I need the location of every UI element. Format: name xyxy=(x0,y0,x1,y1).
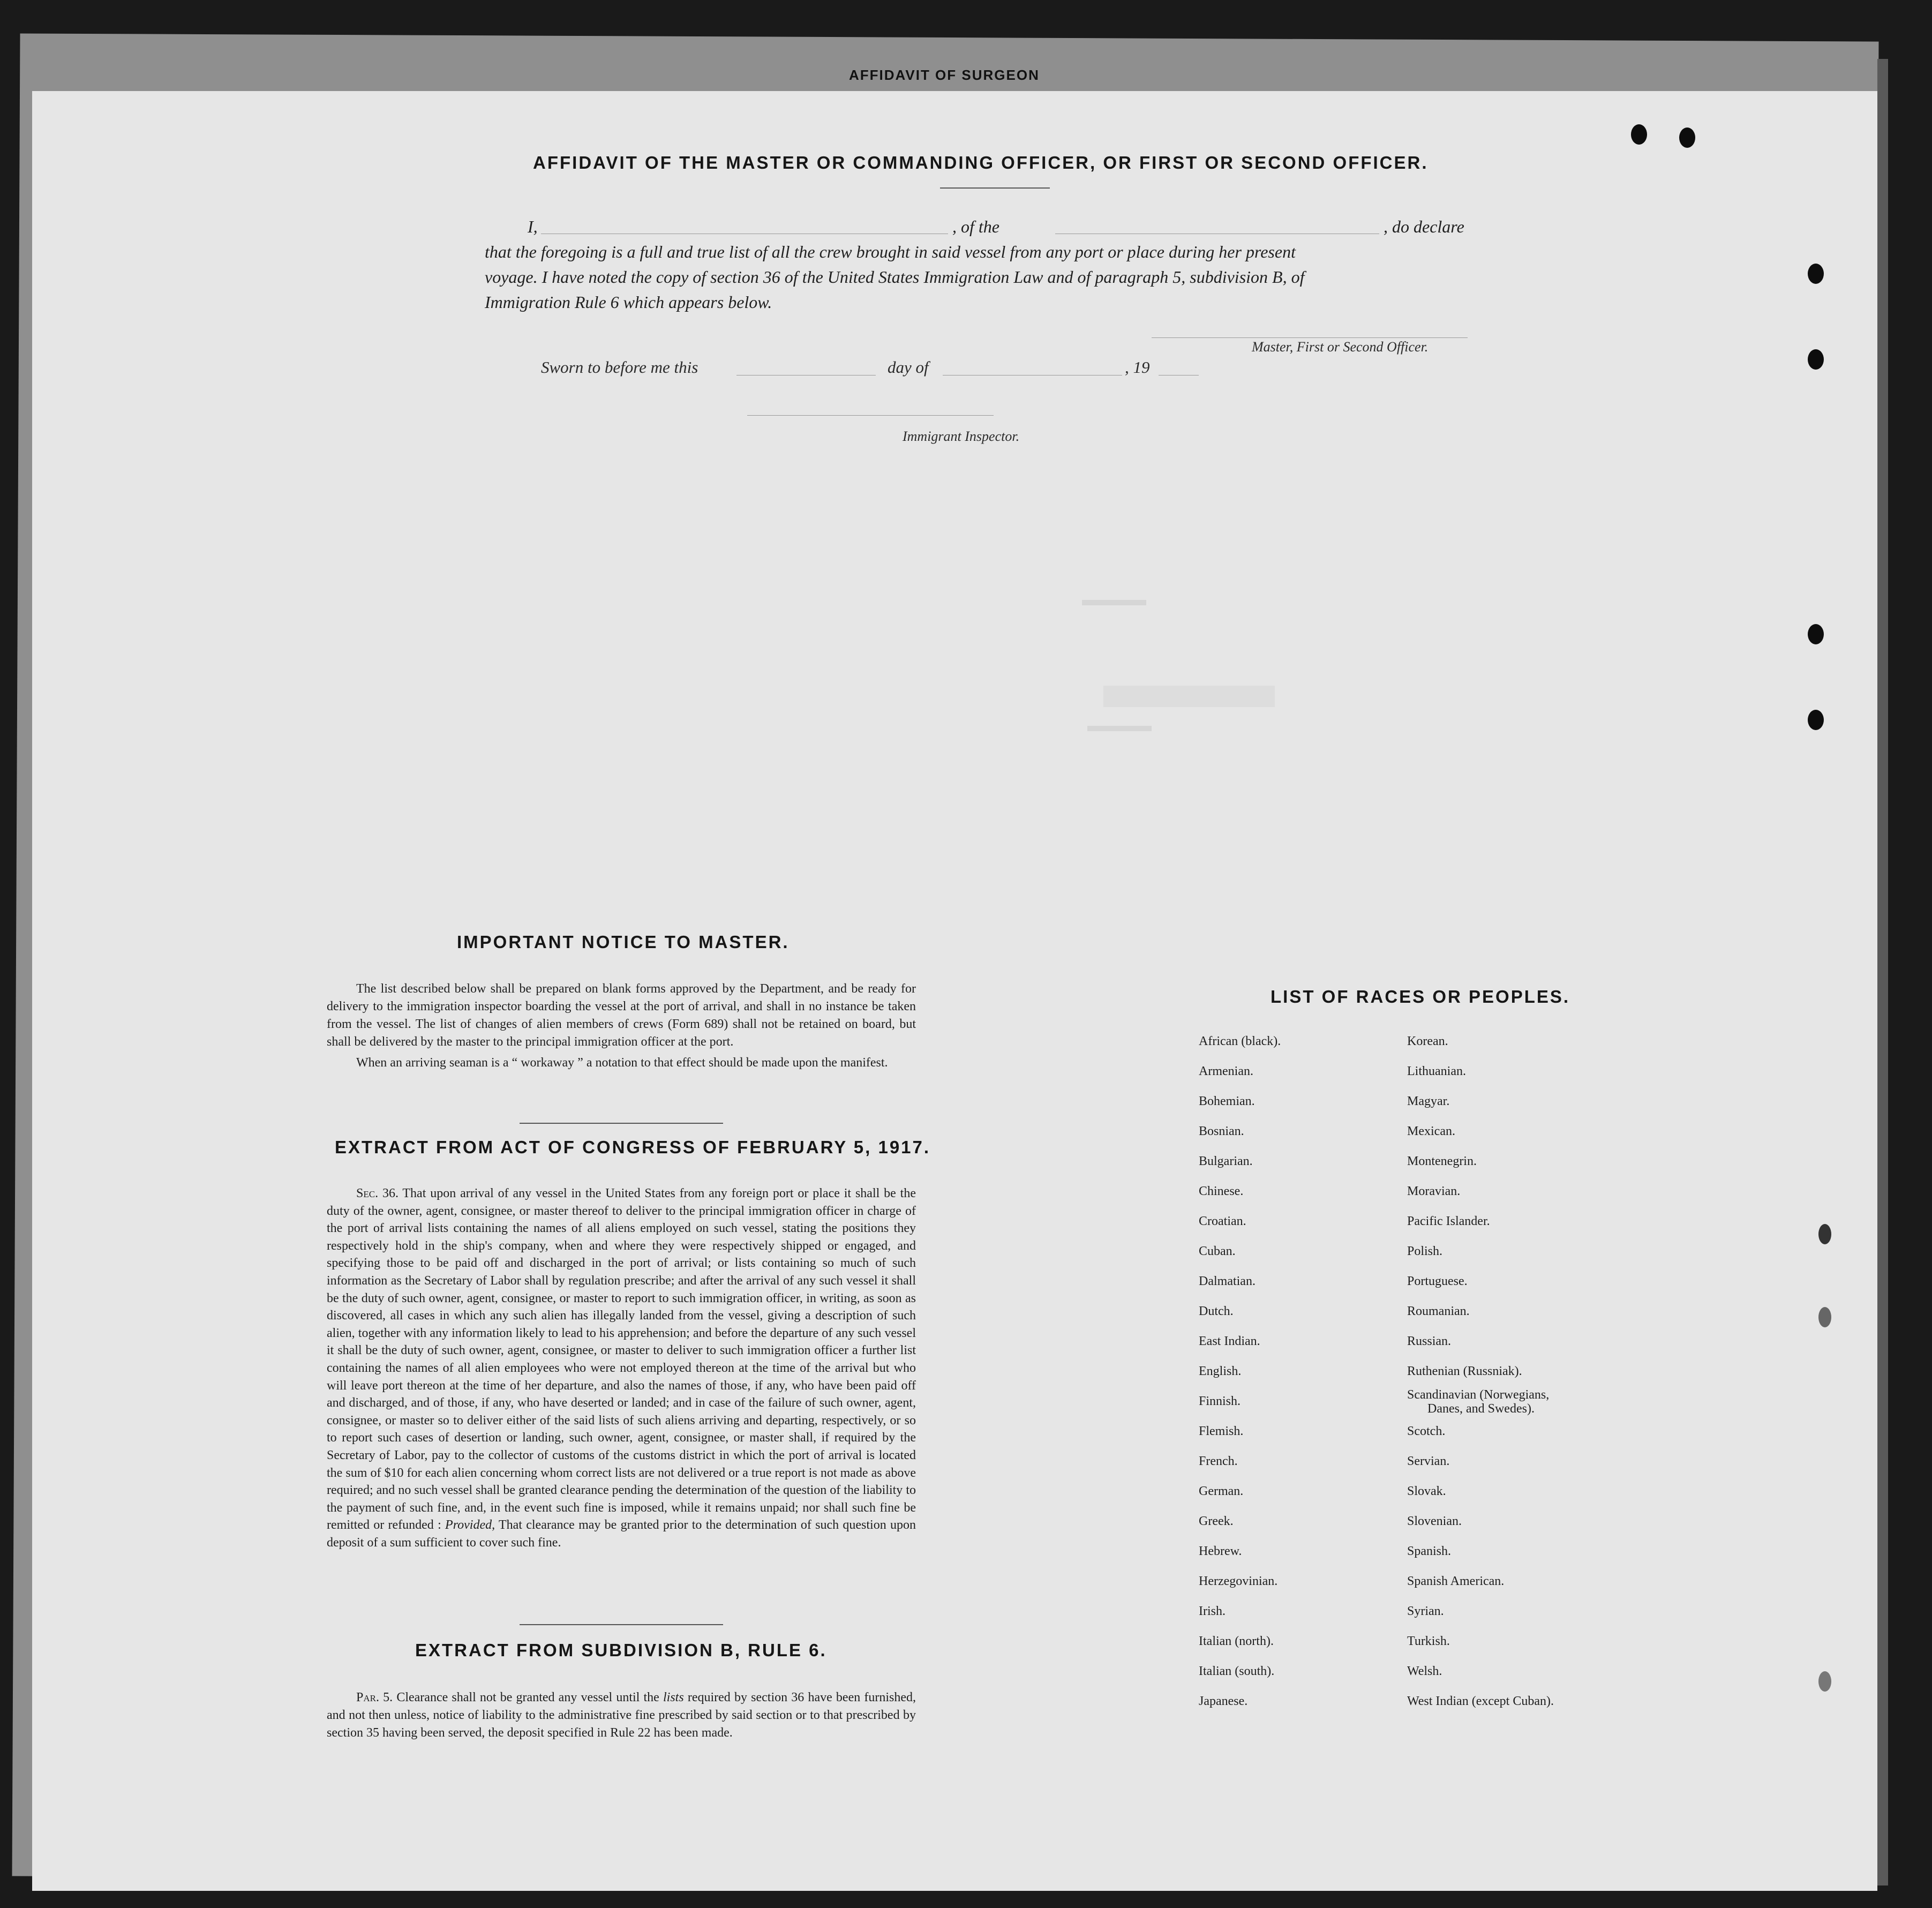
notice-body xyxy=(327,980,916,1072)
back-sheet-title: AFFIDAVIT OF SURGEON xyxy=(849,67,1040,83)
race-item: Scandinavian (Norwegians, xyxy=(1407,1388,1550,1402)
race-item: Pacific Islander. xyxy=(1407,1214,1490,1228)
inspector-signature-line[interactable] xyxy=(747,415,994,416)
race-item: Montenegrin. xyxy=(1407,1154,1477,1168)
affidavit-title: AFFIDAVIT OF THE MASTER OR COMMANDING OFFICER, OR FIRST OR SECOND OFFICER. xyxy=(533,153,1429,172)
act-extract-title: EXTRACT FROM ACT OF CONGRESS OF FEBRUARY 5, 1917. xyxy=(335,1137,931,1157)
race-item: East Indian. xyxy=(1199,1334,1260,1348)
inspector-label: Immigrant Inspector. xyxy=(903,429,1020,444)
proviso-label: Provided, xyxy=(445,1518,495,1533)
race-item: Croatian. xyxy=(1199,1214,1246,1228)
race-item: Portuguese. xyxy=(1407,1274,1468,1288)
divider xyxy=(940,187,1050,189)
par-label: Par. 5. xyxy=(356,1691,393,1704)
punch-hole xyxy=(1808,710,1824,730)
section-label: Sec. 36. xyxy=(356,1186,399,1200)
race-item: Roumanian. xyxy=(1407,1304,1470,1318)
punch-hole xyxy=(1631,124,1647,145)
punch-hole xyxy=(1808,624,1824,644)
affidavit-line-2: that the foregoing is a full and true list of all the crew brought in said vessel from any port or place during her present xyxy=(485,242,1296,261)
show-through-mark xyxy=(1087,726,1152,731)
notice-paragraph-1: The list described below shall be prepared on blank forms approved by the Department, and be ready for delivery to the immigration inspector boarding the vessel at the port of arrival, and shall in no instance be taken from the vessel. The list of changes of alien members of crews (Form 689) shall not be retained on board, but shall be delivered by the master to the principal immigration officer at the port. xyxy=(327,982,916,1049)
act-section-36 xyxy=(327,1185,916,1551)
affidavit-body xyxy=(485,214,1478,315)
section-36-text: That upon arrival of any vessel in the United States from any foreign port or place it shall be the duty of the owner, agent, consignee, or master thereof to deliver to the principal immigration officer in charge of the port of arrival lists containing the names of all aliens employed on such vessel, stating the positions they respectively hold in the ship's company, when and where they were respectively shipped or engaged, and specifying those to be paid off and discharged in the port of arrival; or lists containing so much of such information as the Secretary of Labor shall by regulation prescribe; and after the arrival of any such vessel it shall be the duty of such owner, agent, consignee, or master to report to such immigration officer, in writing, as soon as discovered, all cases in which any such alien has illegally landed from the vessel, giving a description of such alien, together with any information likely to lead to his apprehension; and before the departure of any such vessel it shall be the duty of such owner, agent, consignee, or master to deliver to such immigration officer a further list containing the names of all alien employees who were not employed thereon at the time of the arrival but who will leave port thereon at the time of her departure, and also the names of those, if any, who have been paid off and discharged, and of those, if any, who have deserted or landed; and in case of the failure of such owner, agent, consignee, or master so to deliver either of the said lists of such aliens arriving and departing, respectively, or so to report such cases of desertion or landing, such owner, agent, consignee, or master shall, if required by the Secretary of Labor, pay to the collector of customs of the customs district in which the port of arrival is located the sum of $10 for each alien concerning whom correct lists are not delivered or a true report is not made as above required; and no such vessel shall be granted clearance pending the determination of the question of the liability to the payment of such fine, and, in the event such fine is imposed, while it remains unpaid; nor shall such fine be remitted or refunded : xyxy=(327,1186,916,1533)
race-item: Bosnian. xyxy=(1199,1124,1244,1138)
sworn-text: Sworn to before me this xyxy=(541,358,698,377)
master-signature-label: Master, First or Second Officer. xyxy=(1252,339,1429,355)
race-item: Welsh. xyxy=(1407,1664,1442,1678)
race-item: Armenian. xyxy=(1199,1064,1253,1078)
rule-extract-title: EXTRACT FROM SUBDIVISION B, RULE 6. xyxy=(415,1640,827,1660)
race-item: Japanese. xyxy=(1199,1694,1248,1708)
affidavit-line-4: Immigration Rule 6 which appears below. xyxy=(485,292,772,312)
rule-paragraph-5 xyxy=(327,1689,916,1742)
rule-text-after: required by section 36 have been furnished, and not then unless, notice of liability to the administrative fine prescribed by said section or to that prescribed by section 35 having been served, the deposit specified in Rule 22 has been made. xyxy=(327,1691,916,1740)
race-item: Herzegovinian. xyxy=(1199,1574,1278,1588)
race-item: West Indian (except Cuban). xyxy=(1407,1694,1554,1708)
race-item: Slovenian. xyxy=(1407,1514,1462,1528)
race-item: Cuban. xyxy=(1199,1244,1236,1258)
race-item: Ruthenian (Russniak). xyxy=(1407,1364,1522,1378)
race-item: Moravian. xyxy=(1407,1184,1461,1198)
race-item: English. xyxy=(1199,1364,1242,1378)
race-item: Hebrew. xyxy=(1199,1544,1242,1558)
page-edge xyxy=(1877,59,1888,1886)
punch-hole xyxy=(1818,1224,1831,1244)
race-item: Irish. xyxy=(1199,1604,1226,1618)
race-item: Russian. xyxy=(1407,1334,1452,1348)
race-item: Bohemian. xyxy=(1199,1094,1255,1108)
form-page xyxy=(32,91,1877,1891)
punch-hole xyxy=(1818,1671,1831,1692)
sworn-year-prefix: , 19 xyxy=(1125,358,1150,377)
punch-hole xyxy=(1808,264,1824,284)
race-item: Syrian. xyxy=(1407,1604,1444,1618)
race-item: Greek. xyxy=(1199,1514,1234,1528)
race-item: Finnish. xyxy=(1199,1394,1241,1408)
race-item: Bulgarian. xyxy=(1199,1154,1253,1168)
race-item: Spanish. xyxy=(1407,1544,1452,1558)
race-item: Lithuanian. xyxy=(1407,1064,1466,1078)
punch-hole xyxy=(1808,349,1824,370)
show-through-mark xyxy=(1103,686,1275,707)
rule-text-before: Clearance shall not be granted any vessel until the xyxy=(396,1691,659,1704)
master-signature-line[interactable] xyxy=(1152,337,1468,338)
race-item-continuation: Danes, and Swedes). xyxy=(1427,1402,1535,1416)
race-item: Dalmatian. xyxy=(1199,1274,1256,1288)
affidavit-i: I, xyxy=(528,217,538,236)
race-item: German. xyxy=(1199,1484,1244,1498)
race-item: Dutch. xyxy=(1199,1304,1234,1318)
race-item: French. xyxy=(1199,1454,1238,1468)
act-extract-body xyxy=(327,1185,916,1551)
race-item: Flemish. xyxy=(1199,1424,1244,1438)
race-item: Spanish American. xyxy=(1407,1574,1505,1588)
race-item: Scotch. xyxy=(1407,1424,1446,1438)
lists-word: lists xyxy=(663,1691,684,1704)
affidavit-line-1 xyxy=(485,214,1478,239)
show-through-mark xyxy=(1082,600,1146,605)
race-item: Chinese. xyxy=(1199,1184,1244,1198)
proviso-text: That clearance may be granted prior to the determination of such question upon deposit of a sum sufficient to cover such fine. xyxy=(327,1518,916,1550)
divider xyxy=(520,1624,723,1625)
rule-extract-body xyxy=(327,1689,916,1742)
affidavit-line-3: voyage. I have noted the copy of section 36 of the United States Immigration Law and of paragraph 5, subdivision B, of xyxy=(485,267,1305,287)
notice-paragraph-2: When an arriving seaman is a “ workaway ” a notation to that effect should be made upon the manifest. xyxy=(356,1056,888,1070)
affidavit-declare: , do declare xyxy=(1384,217,1464,236)
sworn-day-of: day of xyxy=(888,358,929,377)
race-item: Servian. xyxy=(1407,1454,1450,1468)
divider xyxy=(520,1123,723,1124)
race-item: Korean. xyxy=(1407,1034,1448,1048)
race-item: Mexican. xyxy=(1407,1124,1455,1138)
races-title: LIST OF RACES OR PEOPLES. xyxy=(1271,987,1570,1006)
race-item: Italian (north). xyxy=(1199,1634,1274,1648)
race-item: Turkish. xyxy=(1407,1634,1450,1648)
race-item: Polish. xyxy=(1407,1244,1443,1258)
punch-hole xyxy=(1818,1307,1831,1327)
race-item: Italian (south). xyxy=(1199,1664,1275,1678)
race-item: Slovak. xyxy=(1407,1484,1446,1498)
affidavit-of-the: , of the xyxy=(952,217,999,236)
punch-hole xyxy=(1679,127,1695,148)
race-item: African (black). xyxy=(1199,1034,1281,1048)
notice-title: IMPORTANT NOTICE TO MASTER. xyxy=(457,932,790,952)
race-item: Magyar. xyxy=(1407,1094,1450,1108)
